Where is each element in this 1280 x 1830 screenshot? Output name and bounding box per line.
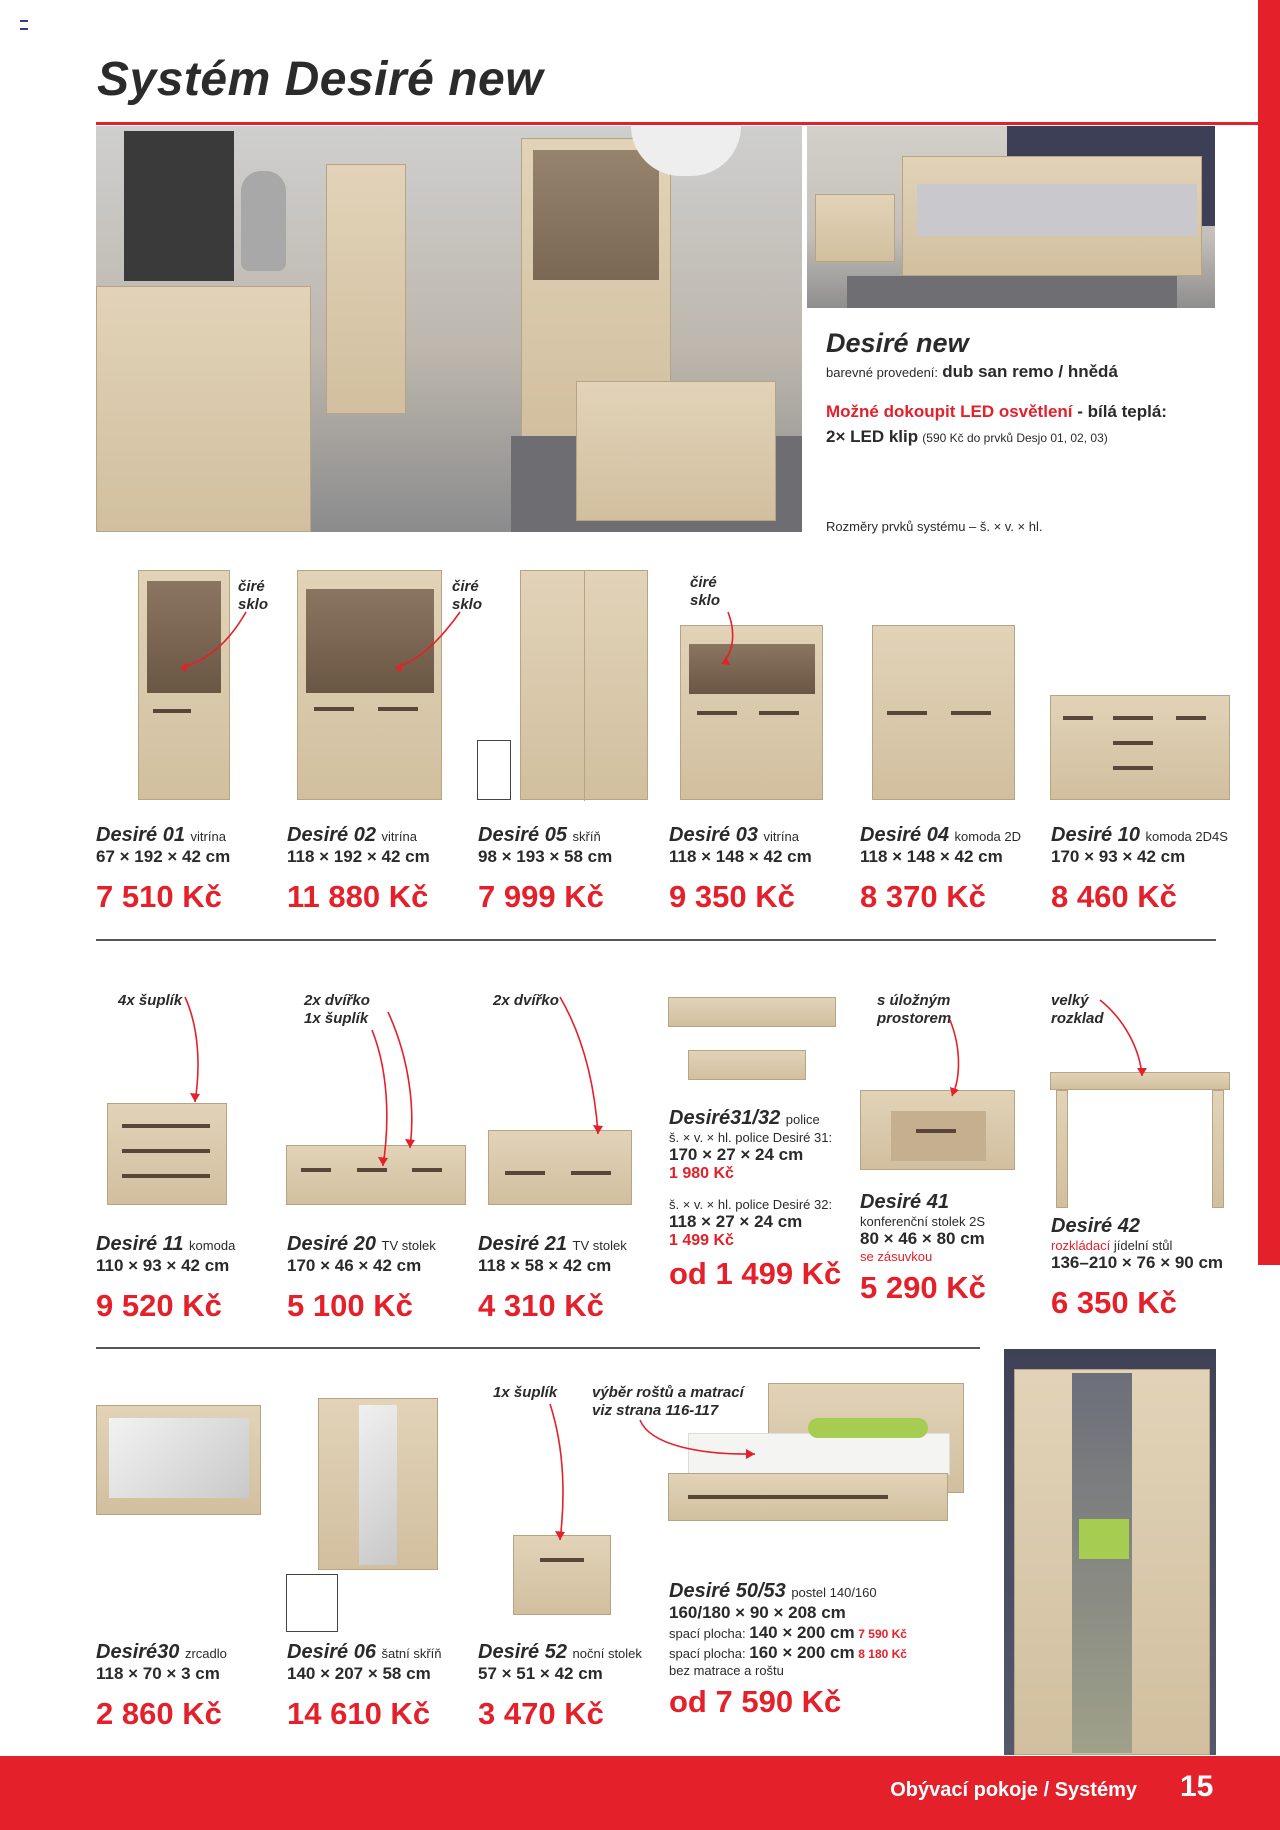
name-text: Desiré 04	[860, 824, 949, 846]
footer-section: Obývací pokoje / Systémy	[890, 1779, 1137, 1801]
note-desire-20: 2x dvířko 1x šuplík	[304, 992, 370, 1027]
sleep-label: spací plocha:	[669, 1626, 746, 1641]
note-desire-11: 4x šuplík	[118, 992, 183, 1009]
product-type: vitrína	[190, 829, 226, 844]
product-price: od 1 499 Kč	[669, 1256, 842, 1291]
arrow-01	[180, 612, 246, 668]
product-price: 9 520 Kč	[96, 1288, 222, 1323]
product-type: zrcadlo	[184, 1646, 227, 1661]
arrowhead-52	[555, 1531, 565, 1540]
dims-note: Rozměry prvků systému – š. × v. × hl.	[826, 519, 1043, 534]
product-dims: 67 × 192 × 42 cm	[96, 847, 231, 866]
name-text: Desiré 06	[287, 1641, 376, 1663]
page-number: 15	[1180, 1770, 1214, 1803]
arrowhead-50	[746, 1449, 755, 1459]
name-text: Desiré30	[96, 1641, 180, 1663]
name-text: Desiré 01	[96, 824, 185, 846]
name-text: Desiré 52	[478, 1641, 567, 1663]
product-type: TV stolek	[572, 1238, 627, 1253]
name-text: Desiré 10	[1051, 824, 1140, 846]
product-price: 2 860 Kč	[96, 1696, 222, 1731]
arrow-20a	[372, 1030, 387, 1166]
product-type: šatní skříň	[381, 1646, 442, 1661]
product-price: 3 470 Kč	[478, 1696, 604, 1731]
name-text: Desiré31/32	[669, 1107, 781, 1129]
product-dims: 118 × 58 × 42 cm	[478, 1256, 612, 1275]
arrow-03	[722, 612, 733, 664]
product-name: Desiré 41	[860, 1191, 949, 1213]
product-dims: 160/180 × 90 × 208 cm	[669, 1603, 846, 1622]
product-price: 5 100 Kč	[287, 1288, 413, 1323]
note-desire-01: čiré sklo	[238, 578, 269, 613]
arrowhead-42	[1137, 1068, 1147, 1076]
product-type: vitrína	[763, 829, 799, 844]
product-price: 14 610 Kč	[287, 1696, 431, 1731]
led-note: (590 Kč do prvků Desjo 01, 02, 03)	[922, 431, 1108, 445]
finish-label: barevné provedení:	[826, 365, 939, 380]
name-text: Desiré 02	[287, 824, 376, 846]
product-dims: 110 × 93 × 42 cm	[96, 1256, 230, 1275]
without-mattress: bez matrace a roštu	[669, 1663, 784, 1678]
product-type: vitrína	[381, 829, 417, 844]
note-desire-02: čiré sklo	[452, 578, 483, 613]
sleep-140-dims: 140 × 200 cm	[749, 1623, 855, 1642]
product-type: komoda	[189, 1238, 236, 1253]
product-price: 7 510 Kč	[96, 879, 222, 914]
arrow-21	[560, 997, 598, 1134]
arrowhead-11	[190, 1093, 200, 1102]
product-price: 9 350 Kč	[669, 879, 795, 914]
led-red: Možné dokoupit LED osvětlení	[826, 402, 1073, 421]
note-desire-42: velký rozklad	[1051, 992, 1104, 1027]
product-price: od 7 590 Kč	[669, 1684, 842, 1719]
product-price: 7 999 Kč	[478, 879, 604, 914]
product-extra: se zásuvkou	[860, 1249, 933, 1264]
name-text: Desiré 20	[287, 1233, 376, 1255]
product-price: 11 880 Kč	[287, 879, 429, 914]
shelf-32-label: š. × v. × hl. police Desiré 32:	[669, 1197, 833, 1212]
product-dims: 57 × 51 × 42 cm	[478, 1664, 603, 1683]
product-dims: 140 × 207 × 58 cm	[287, 1664, 431, 1683]
arrow-20b	[388, 1012, 412, 1148]
product-dims: 118 × 192 × 42 cm	[287, 847, 430, 866]
arrow-42	[1100, 1000, 1142, 1076]
note-desire-41: s úložným prostorem	[877, 992, 952, 1027]
page-title: Systém Desiré new	[97, 53, 544, 106]
product-price: 8 460 Kč	[1051, 879, 1177, 914]
name-text: Desiré 05	[478, 824, 567, 846]
product-type: noční stolek	[572, 1646, 642, 1661]
sleep-140-price: 7 590 Kč	[858, 1627, 907, 1641]
product-dims: 98 × 193 × 58 cm	[478, 847, 613, 866]
shelf-31-price: 1 980 Kč	[669, 1165, 734, 1182]
note-desire-52: 1x šuplík	[493, 1384, 558, 1401]
shelf-31-dims: 170 × 27 × 24 cm	[669, 1145, 804, 1164]
shelf-31-label: š. × v. × hl. police Desiré 31:	[669, 1130, 833, 1145]
product-dims: 170 × 93 × 42 cm	[1051, 847, 1186, 866]
product-dims: 80 × 46 × 80 cm	[860, 1229, 985, 1248]
name-text: Desiré 21	[478, 1233, 567, 1255]
led-clip: 2× LED klip	[826, 427, 919, 446]
arrowhead-03	[722, 656, 730, 665]
note-desire-03: čiré sklo	[690, 574, 721, 609]
product-price: 8 370 Kč	[860, 879, 986, 914]
product-dims: 170 × 46 × 42 cm	[287, 1256, 422, 1275]
name-text: Desiré 50/53	[669, 1580, 786, 1602]
sleep-160-price: 8 180 Kč	[858, 1647, 907, 1661]
arrowhead-20b	[405, 1139, 415, 1148]
sleep-160-dims: 160 × 200 cm	[749, 1643, 855, 1662]
sleep-label: spací plocha:	[669, 1646, 746, 1661]
arrow-41	[950, 1020, 959, 1096]
note-desire-50-53: výběr roštů a matrací viz strana 116-117	[592, 1384, 744, 1419]
product-type: komoda 2D4S	[1145, 829, 1228, 844]
led-rest: - bílá teplá:	[1072, 402, 1167, 421]
product-price: 6 350 Kč	[1051, 1285, 1177, 1320]
product-type: skříň	[572, 829, 601, 844]
arrowhead-20a	[378, 1157, 388, 1166]
product-dims: 118 × 70 × 3 cm	[96, 1664, 220, 1683]
arrow-52	[550, 1404, 563, 1540]
shelf-32-dims: 118 × 27 × 24 cm	[669, 1212, 803, 1231]
product-name: Desiré 42	[1051, 1215, 1140, 1237]
product-type: postel 140/160	[791, 1585, 877, 1600]
product-price: 5 290 Kč	[860, 1270, 986, 1305]
type-rest: jídelní stůl	[1110, 1238, 1173, 1253]
product-type: komoda 2D	[954, 829, 1022, 844]
info-product-name: Desiré new	[826, 328, 969, 358]
name-text: Desiré 03	[669, 824, 758, 846]
arrow-50	[640, 1420, 755, 1454]
shelf-32-price: 1 499 Kč	[669, 1232, 734, 1249]
product-type: police	[785, 1112, 820, 1127]
type-red: rozkládací	[1051, 1238, 1111, 1253]
product-dims: 136–210 × 76 × 90 cm	[1051, 1253, 1224, 1272]
arrow-11	[185, 997, 198, 1102]
product-dims: 118 × 148 × 42 cm	[860, 847, 1003, 866]
product-dims: 118 × 148 × 42 cm	[669, 847, 812, 866]
product-type: konferenční stolek 2S	[860, 1214, 986, 1229]
arrow-02	[395, 612, 460, 668]
arrowhead-21	[593, 1125, 603, 1134]
note-desire-21: 2x dvířko	[493, 992, 559, 1009]
product-type: TV stolek	[381, 1238, 436, 1253]
name-text: Desiré 11	[96, 1233, 184, 1255]
product-price: 4 310 Kč	[478, 1288, 604, 1323]
finish-value: dub san remo / hnědá	[942, 362, 1118, 381]
